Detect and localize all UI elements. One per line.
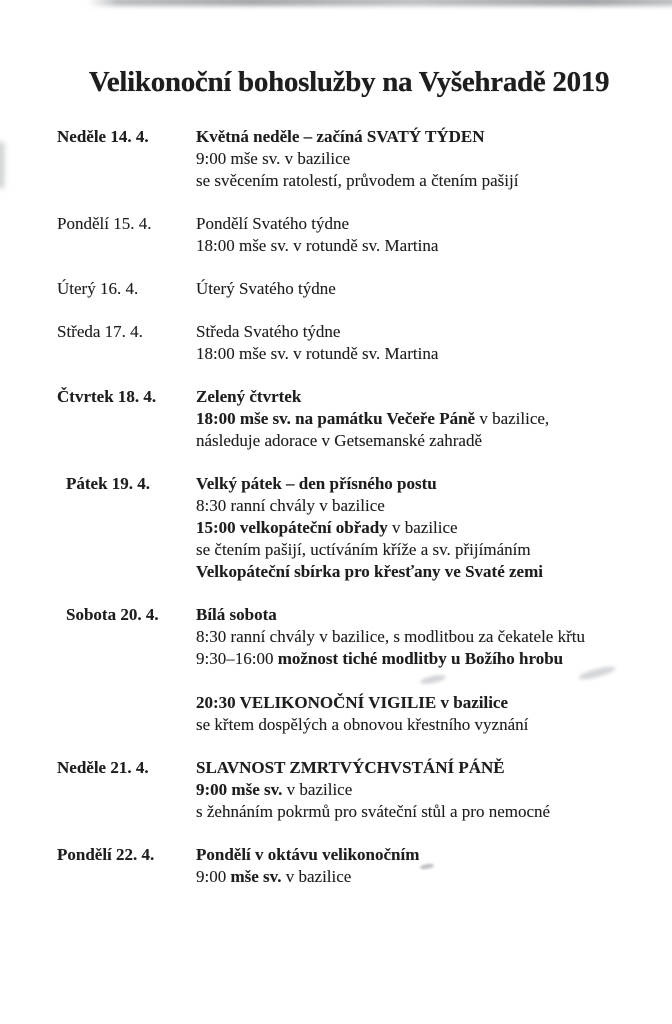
detail-line <box>196 430 656 452</box>
entry-date: Úterý 16. 4. <box>57 279 139 298</box>
schedule-entry <box>57 604 656 736</box>
entry-details <box>196 278 656 300</box>
schedule-entry <box>57 278 656 300</box>
detail-text: 9:30–16:00 <box>196 649 278 668</box>
detail-line <box>196 386 656 408</box>
scan-left-edge-artifact <box>0 142 4 188</box>
detail-line <box>196 866 656 888</box>
detail-line <box>196 561 656 583</box>
detail-text: se čtením pašijí, uctíváním kříže a sv. přijímáním <box>196 540 531 559</box>
detail-line <box>196 604 656 626</box>
schedule-entry <box>57 386 656 452</box>
detail-text: s žehnáním pokrmů pro sváteční stůl a pro nemocné <box>196 802 551 821</box>
entry-date: Pátek 19. 4. <box>66 474 151 493</box>
schedule-entry <box>57 844 656 888</box>
schedule-entry <box>57 213 656 257</box>
entry-details <box>196 126 656 192</box>
scan-top-edge-artifact <box>88 0 672 6</box>
detail-text: 18:00 mše sv. v rotundě sv. Martina <box>196 236 439 255</box>
detail-line <box>196 235 656 257</box>
detail-line <box>196 473 656 495</box>
page-title: Velikonoční bohoslužby na Vyšehradě 2019 <box>88 66 610 98</box>
entry-details <box>196 386 656 452</box>
entry-date: Pondělí 22. 4. <box>57 845 155 864</box>
entry-date: Sobota 20. 4. <box>66 605 159 624</box>
detail-line <box>196 148 656 170</box>
detail-text: Úterý Svatého týdne <box>196 279 336 298</box>
detail-line <box>196 321 656 343</box>
detail-text-bold: Bílá sobota <box>196 605 277 624</box>
schedule-entry <box>57 126 656 192</box>
detail-line <box>196 539 656 561</box>
detail-text-bold: Zelený čtvrtek <box>196 387 302 406</box>
detail-text: v bazilice <box>282 780 353 799</box>
detail-text: se křtem dospělých a obnovou křestního vyznání <box>196 715 529 734</box>
entry-date: Neděle 14. 4. <box>57 127 149 146</box>
detail-line <box>196 844 656 866</box>
detail-line <box>196 408 656 430</box>
entry-details <box>196 757 656 823</box>
detail-text-bold: Velkopáteční sbírka pro křesťany ve Svaté zemi <box>196 562 543 581</box>
entry-details <box>196 604 656 736</box>
schedule-entry <box>57 757 656 823</box>
detail-line <box>196 757 656 779</box>
detail-text: 8:30 ranní chvály v bazilice, s modlitbou za čekatele křtu <box>196 627 585 646</box>
detail-line <box>196 343 656 365</box>
detail-line <box>196 626 656 648</box>
entry-date: Neděle 21. 4. <box>57 758 149 777</box>
detail-text: v bazilice <box>387 518 458 537</box>
detail-text: v bazilice, <box>475 409 550 428</box>
schedule <box>0 126 672 888</box>
entry-details <box>196 321 656 365</box>
detail-text-bold: 18:00 mše sv. na památku Večeře Páně <box>196 409 476 428</box>
detail-line <box>196 278 656 300</box>
detail-line <box>196 714 656 736</box>
detail-text: v bazilice <box>281 867 352 886</box>
entry-date: Středa 17. 4. <box>57 322 143 341</box>
detail-text: se svěcením ratolestí, průvodem a čtením pašijí <box>196 171 519 190</box>
detail-text: 8:30 ranní chvály v bazilice <box>196 496 385 515</box>
detail-text-bold: SLAVNOST ZMRTVÝCHVSTÁNÍ PÁNĚ <box>196 758 505 777</box>
detail-line <box>196 692 656 714</box>
detail-text: Pondělí Svatého týdne <box>196 214 349 233</box>
entry-date: Čtvrtek 18. 4. <box>57 387 157 406</box>
detail-line <box>196 213 656 235</box>
detail-text-bold: Velký pátek – den přísného postu <box>196 474 437 493</box>
detail-text-bold: 20:30 VELIKONOČNÍ VIGILIE v bazilice <box>196 693 509 712</box>
detail-line <box>196 648 656 670</box>
detail-text: následuje adorace v Getsemanské zahradě <box>196 431 483 450</box>
entry-details <box>196 473 656 583</box>
detail-line <box>196 801 656 823</box>
detail-text: 9:00 <box>196 867 231 886</box>
entry-date: Pondělí 15. 4. <box>57 214 152 233</box>
entry-details <box>196 213 656 257</box>
detail-line <box>196 495 656 517</box>
detail-text: 18:00 mše sv. v rotundě sv. Martina <box>196 344 439 363</box>
detail-line <box>196 126 656 148</box>
detail-line <box>196 779 656 801</box>
detail-text-bold: mše sv. <box>230 867 282 886</box>
detail-line <box>196 517 656 539</box>
detail-text-bold: možnost tiché modlitby u Božího hrobu <box>277 649 564 668</box>
detail-text-bold: Pondělí v oktávu velikonočním <box>196 845 420 864</box>
detail-text-bold: 15:00 velkopáteční obřady <box>196 518 388 537</box>
schedule-entry <box>57 321 656 365</box>
detail-text-bold: 9:00 mše sv. <box>196 780 283 799</box>
detail-line <box>196 170 656 192</box>
detail-text-bold: Květná neděle – začíná SVATÝ TÝDEN <box>196 127 485 146</box>
detail-text: 9:00 mše sv. v bazilice <box>196 149 351 168</box>
detail-text: Středa Svatého týdne <box>196 322 341 341</box>
schedule-entry <box>57 473 656 583</box>
